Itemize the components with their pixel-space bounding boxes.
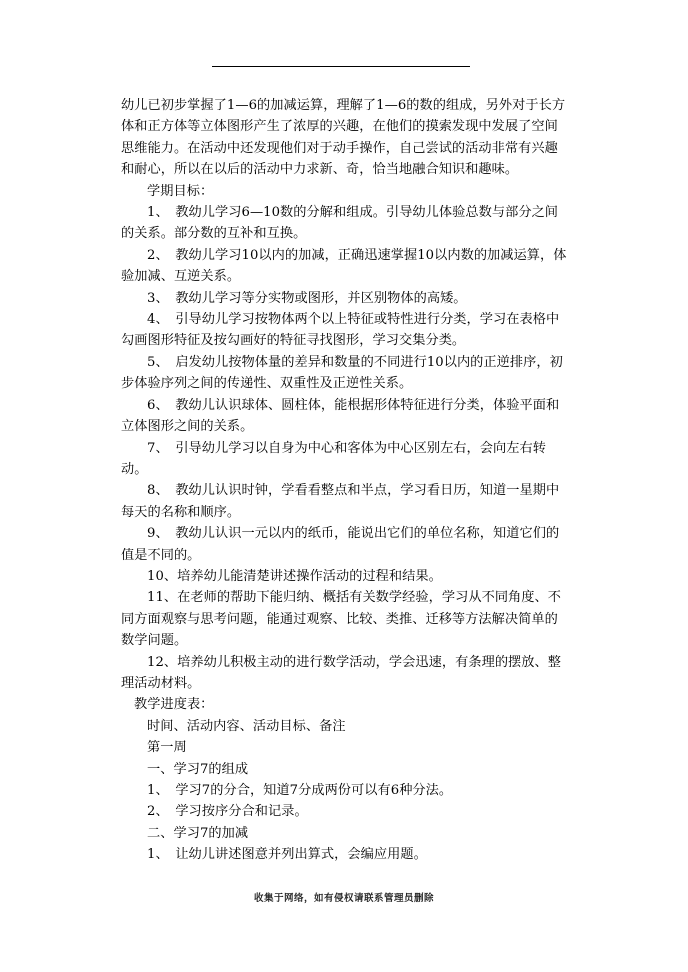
section-item: 2、 学习按序分合和记录。 xyxy=(147,804,308,820)
goal-item: 1、 教幼儿学习6—10数的分解和组成。引导幼儿体验总数与部分之间的关系。部分数的互补和互换。 xyxy=(121,205,559,242)
schedule-columns: 时间、活动内容、活动目标、备注 xyxy=(147,718,346,734)
goal-item: 3、 教幼儿学习等分实物或图形，并区别物体的高矮。 xyxy=(147,290,467,306)
goals-heading: 学期目标： xyxy=(147,183,214,199)
intro-paragraph: 幼儿已初步掌握了1—6的加减运算，理解了1—6的数的组成，另外对于长方体和正方体等立体图形产生了浓厚的兴趣，在他们的摸索发现中发展了空间思维能力。在活动中还发现他们对于动手操作，自己尝试的活动非常有兴趣和耐心，所以在以后的活动中力求新、奇，恰当地融合知识和趣味。 xyxy=(121,98,566,178)
document-body xyxy=(121,95,571,866)
goal-item: 11、在老师的帮助下能归纳、概括有关数学经验，学习从不同角度、不同方面观察与思考问题，能通过观察、比较、类推、迁移等方法解决简单的数学问题。 xyxy=(121,590,562,649)
goal-item: 8、 教幼儿认识时钟，学看看整点和半点，学习看日历，知道一星期中每天的名称和顺序。 xyxy=(121,483,560,520)
goal-item: 5、 启发幼儿按物体量的差异和数量的不同进行10以内的正逆排序，初步体验序列之间的传递性、双重性及正逆性关系。 xyxy=(121,354,563,392)
header-rule xyxy=(212,66,470,67)
section-title: 一、学习7的组成 xyxy=(147,761,249,777)
goal-item: 7、 引导幼儿学习以自身为中心和客体为中心区别左右，会向左右转动。 xyxy=(121,440,546,477)
goal-item: 9、 教幼儿认识一元以内的纸币，能说出它们的单位名称，知道它们的值是不同的。 xyxy=(121,526,560,563)
section-item: 1、 学习7的分合，知道7分成两份可以有6种分法。 xyxy=(147,783,453,798)
week-label: 第一周 xyxy=(147,740,187,756)
goal-item: 12、培养幼儿积极主动的进行数学活动，学会迅速，有条理的摆放、整理活动材料。 xyxy=(121,654,562,691)
section-item: 1、 让幼儿讲述图意并列出算式，会编应用题。 xyxy=(147,847,427,863)
goal-item: 2、 教幼儿学习10以内的加减，正确迅速掌握10以内数的加减运算，体验加减、互逆关系。 xyxy=(121,247,567,285)
goal-item: 10、培养幼儿能清楚讲述操作活动的过程和结果。 xyxy=(147,568,442,584)
footer-disclaimer: 收集于网络，如有侵权请联系管理员删除 xyxy=(253,893,434,904)
section-title: 二、学习7的加减 xyxy=(147,825,249,841)
goal-item: 4、 引导幼儿学习按物体两个以上特征或特性进行分类，学习在表格中勾画图形特征及按勾画好的特征寻找图形，学习交集分类。 xyxy=(121,312,560,349)
schedule-heading: 教学进度表： xyxy=(134,697,214,713)
goal-item: 6、 教幼儿认识球体、圆柱体，能根据形体特征进行分类，体验平面和立体图形之间的关系。 xyxy=(121,397,560,435)
